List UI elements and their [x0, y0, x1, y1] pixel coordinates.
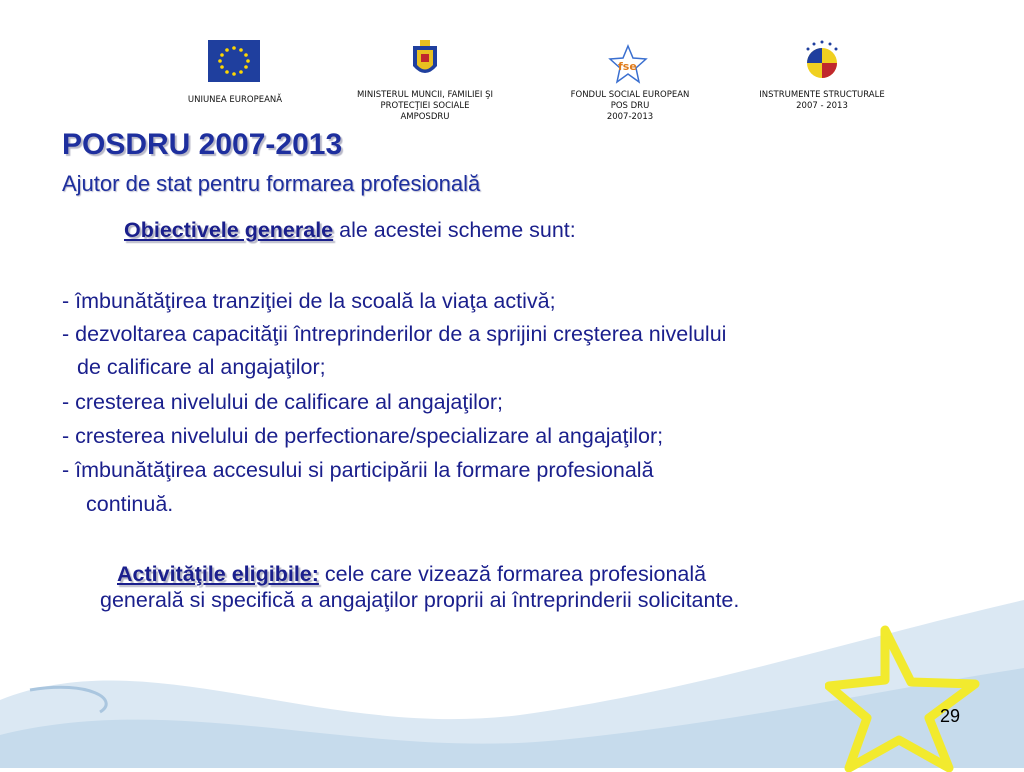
bullet-item: - îmbunătăţirea tranziţiei de la scoală la viaţa activă;	[62, 289, 556, 313]
objectives-intro: ale acestei scheme sunt:	[333, 218, 576, 242]
logo-fse-caption: FONDUL SOCIAL EUROPEAN POS DRU 2007-2013	[570, 90, 690, 122]
activities-label: Activităţile eligibile:	[117, 562, 319, 586]
slide-title: POSDRU 2007-2013	[62, 128, 343, 161]
bullet-item: - dezvoltarea capacităţii întreprinderilor de a sprijini creşterea nivelului	[62, 322, 727, 346]
bullet-item: - cresterea nivelului de calificare al angajaţilor;	[62, 390, 503, 414]
logo-eu	[208, 40, 260, 87]
logo-instrumente	[800, 38, 844, 89]
logo-eu-caption: UNIUNEA EUROPEANĂ	[187, 95, 283, 105]
bullet-continuation: de calificare al angajaţilor;	[77, 355, 326, 379]
eu-flag-icon	[208, 40, 260, 82]
objectives-label: Obiectivele generale	[124, 218, 334, 242]
activities-line	[117, 562, 706, 587]
svg-text:fse: fse	[618, 60, 637, 73]
slide-subtitle: Ajutor de stat pentru formarea profesională	[62, 171, 481, 196]
instrumente-structurale-icon	[800, 38, 844, 84]
logo-instrumente-caption: INSTRUMENTE STRUCTURALE 2007 - 2013	[759, 90, 885, 111]
objectives-heading	[124, 218, 576, 243]
activities-text: cele care vizează formarea profesională	[318, 562, 707, 586]
page-number: 29	[940, 706, 961, 726]
star-icon	[825, 622, 1005, 772]
logo-ministry	[411, 38, 439, 87]
romania-coat-of-arms-icon	[411, 38, 439, 82]
fse-logo-icon	[608, 44, 648, 84]
bullet-item: - îmbunătăţirea accesului si participării la formare profesională	[62, 458, 654, 482]
activities-line: generală si specifică a angajaţilor proprii ai întreprinderii solicitante.	[100, 588, 740, 612]
logo-fse	[608, 44, 648, 89]
logo-ministry-caption: MINISTERUL MUNCII, FAMILIEI ŞI PROTECŢIEI SOCIALE AMPOSDRU	[357, 90, 493, 122]
bullet-continuation: continuă.	[86, 492, 174, 516]
bullet-item: - cresterea nivelului de perfectionare/specializare al angajaţilor;	[62, 424, 664, 448]
